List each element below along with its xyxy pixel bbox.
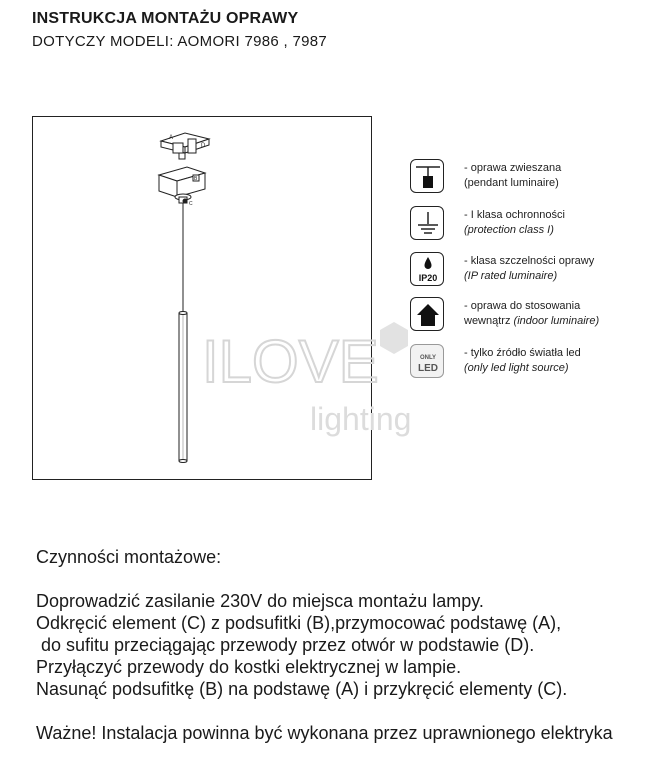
- label-a: A: [169, 135, 174, 141]
- instruction-step: Przyłączyć przewody do kostki elektrycznej w lampie.: [36, 657, 462, 677]
- svg-text:IP20: IP20: [418, 273, 438, 283]
- pendant-icon: [410, 159, 444, 193]
- legend-item-ip-rating: [410, 252, 670, 292]
- assembly-drawing: [32, 116, 372, 480]
- legend-item-only-led: [410, 344, 670, 384]
- ip20-icon: [410, 252, 444, 286]
- label-d: D: [201, 143, 206, 149]
- instruction-step: Odkręcić element (C) z podsufitki (B),przymocować podstawę (A),: [36, 613, 562, 633]
- page-title: INSTRUKCJA MONTAŻU OPRAWY: [32, 10, 299, 27]
- only-led-icon: [410, 344, 444, 378]
- tube-luminaire: [179, 312, 187, 463]
- legend-item-indoor: [410, 297, 670, 337]
- watermark-diamond-icon: [380, 322, 408, 354]
- instruction-step: Nasunąć podsufitkę (B) na podstawę (A) i przykręcić elementy (C).: [36, 679, 568, 699]
- lamp-illustration: [33, 117, 373, 481]
- ground-icon: [410, 206, 444, 240]
- house-icon: [410, 297, 444, 331]
- legend-text: - oprawa do stosowania wewnątrz (indoor luminaire): [464, 299, 599, 329]
- label-c: C: [189, 201, 193, 207]
- instructions-heading: Czynności montażowe:: [36, 547, 222, 567]
- watermark-main-text: ILOVE: [202, 328, 379, 395]
- page-subtitle: DOTYCZY MODELI: AOMORI 7986 , 7987: [32, 33, 328, 50]
- legend-text: - oprawa zwieszana (pendant luminaire): [464, 161, 561, 191]
- svg-text:ONLY: ONLY: [419, 355, 437, 361]
- instruction-step: do sufitu przeciągając przewody przez otwór w podstawie (D).: [36, 635, 535, 655]
- legend-text: - klasa szczelności oprawy (IP rated luminaire): [464, 254, 594, 284]
- safety-warning: Ważne! Instalacja powinna być wykonana przez uprawnionego elektryka: [36, 723, 613, 743]
- instruction-step: Doprowadzić zasilanie 230V do miejsca montażu lampy.: [36, 591, 484, 611]
- svg-text:LED: LED: [418, 363, 438, 374]
- ceiling-canopy: [159, 167, 205, 197]
- legend-text: - I klasa ochronności (protection class I): [464, 208, 565, 238]
- label-b: B: [194, 176, 198, 182]
- watermark-sub-text: lighting: [310, 401, 412, 437]
- legend-item-protection-class: [410, 206, 670, 246]
- installation-instructions: [36, 546, 613, 744]
- legend-text: - tylko źródło światła led (only led light source): [464, 346, 581, 376]
- legend-item-pendant: [410, 159, 670, 199]
